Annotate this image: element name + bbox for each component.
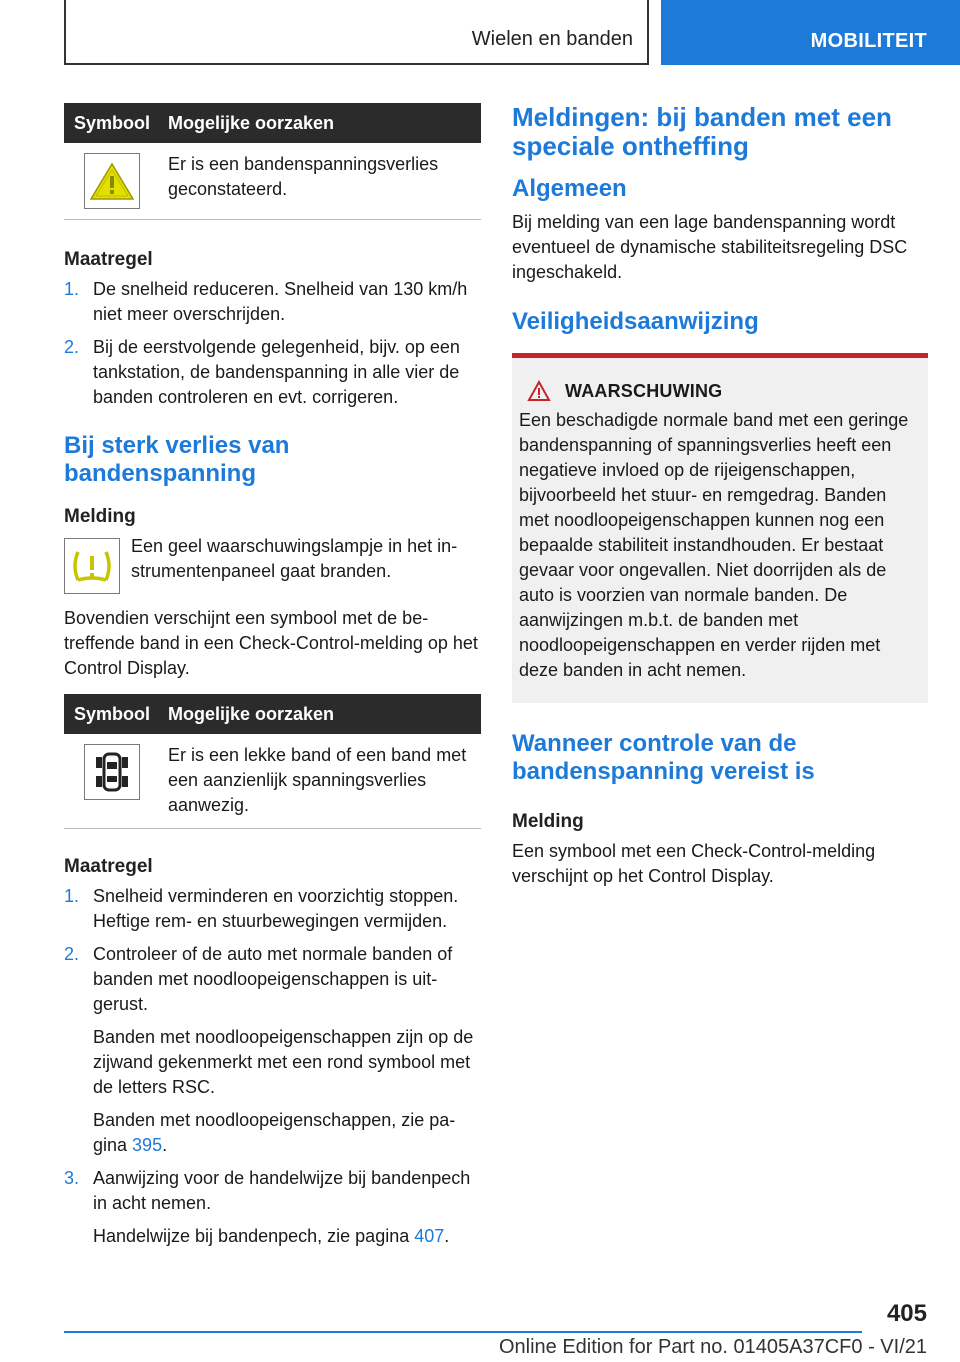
left-column	[64, 103, 481, 1249]
measure-block-2	[64, 856, 481, 1249]
table-header	[64, 103, 481, 143]
footer-divider	[64, 1331, 862, 1333]
section-tab-label: MOBILITEIT	[810, 30, 927, 52]
list-item: 2. Bij de eerstvolgende gelegenheid, bijv. op een tankstation, de bandenspanning in alle vier de banden controleren en evt. corrigeren.	[64, 337, 460, 407]
warning-text: Een beschadigde normale band met een geringe bandenspanning of spanningsverlies heeft een negatieve invloed op de rijeigenschappen, bijvoorbeeld het stuur- en remgedrag. Banden met noodloopeigenschappen kunnen nog een bepaalde stabiliteit instandhouden. Er bestaat gevaar voor ongevallen. Niet doorrijden als de auto is voorzien van normale banden. De aanwijzingen m.b.t. de banden met noodloopeigenschappen en verder rijden met deze banden in acht nemen.	[519, 410, 909, 680]
measure-heading: Maatregel	[64, 249, 153, 270]
list-item: 1. Snelheid verminderen en voorzichtig stoppen. Heftige rem- en stuurbewegingen vermijden.	[64, 886, 459, 931]
header-symbol: Symbool	[73, 703, 150, 724]
page-link-395[interactable]: 395	[132, 1135, 163, 1155]
measure-heading: Maatregel	[64, 856, 153, 877]
warning-triangle-outline-icon	[527, 380, 551, 402]
main-heading: Meldingen: bij banden met een speciale ontheffing	[512, 102, 892, 161]
measure-block-1	[64, 249, 481, 410]
page-link-407[interactable]: 407	[414, 1226, 445, 1246]
table-row	[64, 143, 481, 220]
list-item: 3. Aanwijzing voor de handelwijze bij bandenpech in acht nemen.	[64, 1168, 471, 1213]
section-tab[interactable]	[661, 0, 960, 65]
melding-heading: Melding	[64, 506, 136, 527]
warning-title-row	[519, 380, 920, 402]
car-tires-icon	[84, 744, 140, 800]
cause-text: Er is een bandenspanningsverlies geconstateerd.	[168, 154, 439, 199]
symbol-table-1	[64, 103, 481, 220]
continuation-text: Handelwijze bij bandenpech, zie pagina 407.	[93, 1226, 450, 1246]
continuation-text: Banden met noodloopeigenschappen zijn op de zijwand gekenmerkt met een rond symbool met de letters RSC.	[93, 1027, 474, 1097]
cause-text: Er is een lekke band of een band met een aanzienlijk spanningsverlies aanwezig.	[168, 745, 467, 815]
table-header	[64, 694, 481, 734]
header-causes: Mogelijke oorzaken	[168, 703, 335, 724]
tire-pressure-icon	[64, 538, 120, 594]
warning-triangle-icon	[84, 153, 140, 209]
melding-text: Een symbool met een Check-Control-melding verschijnt op het Control Display.	[512, 841, 876, 886]
paragraph: Bovendien verschijnt een symbool met de betreffende band in een Check-Control-melding op het Control Display.	[64, 608, 478, 678]
measure-steps	[64, 884, 481, 1017]
measure-steps	[64, 277, 481, 410]
page-number: 405	[886, 1300, 927, 1327]
algemeen-heading: Algemeen	[512, 175, 627, 202]
list-item: 2. Controleer of de auto met normale banden of banden met noodloopeigenschappen is uitgerust.	[64, 944, 453, 1014]
right-column	[512, 103, 928, 889]
veiligheid-heading: Veiligheidsaanwijzing	[512, 308, 759, 335]
list-item: 1. De snelheid reduceren. Snelheid van 130 km/h niet meer overschrijden.	[64, 279, 468, 324]
melding-row	[64, 534, 481, 594]
footer-edition: Online Edition for Part no. 01405A37CF0 - VI/21	[498, 1336, 927, 1358]
warning-box	[512, 353, 928, 703]
section-heading: Bij sterk verlies van bandenspanning	[64, 432, 290, 487]
chapter-title: Wielen en banden	[471, 28, 633, 50]
wanneer-heading: Wanneer controle van de bandenspanning vereist is	[512, 730, 815, 785]
symbol-table-2	[64, 694, 481, 829]
melding-heading: Melding	[512, 811, 584, 832]
header-frame	[64, 0, 649, 65]
algemeen-text: Bij melding van een lage bandenspanning wordt eventueel de dynamische stabiliteitsregeling DSC ingeschakeld.	[512, 212, 908, 282]
measure-steps-cont	[64, 1166, 481, 1216]
continuation-text: Banden met noodloopeigenschappen, zie pagina 395.	[93, 1110, 456, 1155]
table-row	[64, 734, 481, 829]
melding-text: Een geel waarschuwingslampje in het instrumentenpaneel gaat branden.	[131, 536, 458, 581]
header-causes: Mogelijke oorzaken	[168, 112, 335, 133]
warning-title: WAARSCHUWING	[565, 380, 723, 401]
header-symbol: Symbool	[73, 112, 150, 133]
